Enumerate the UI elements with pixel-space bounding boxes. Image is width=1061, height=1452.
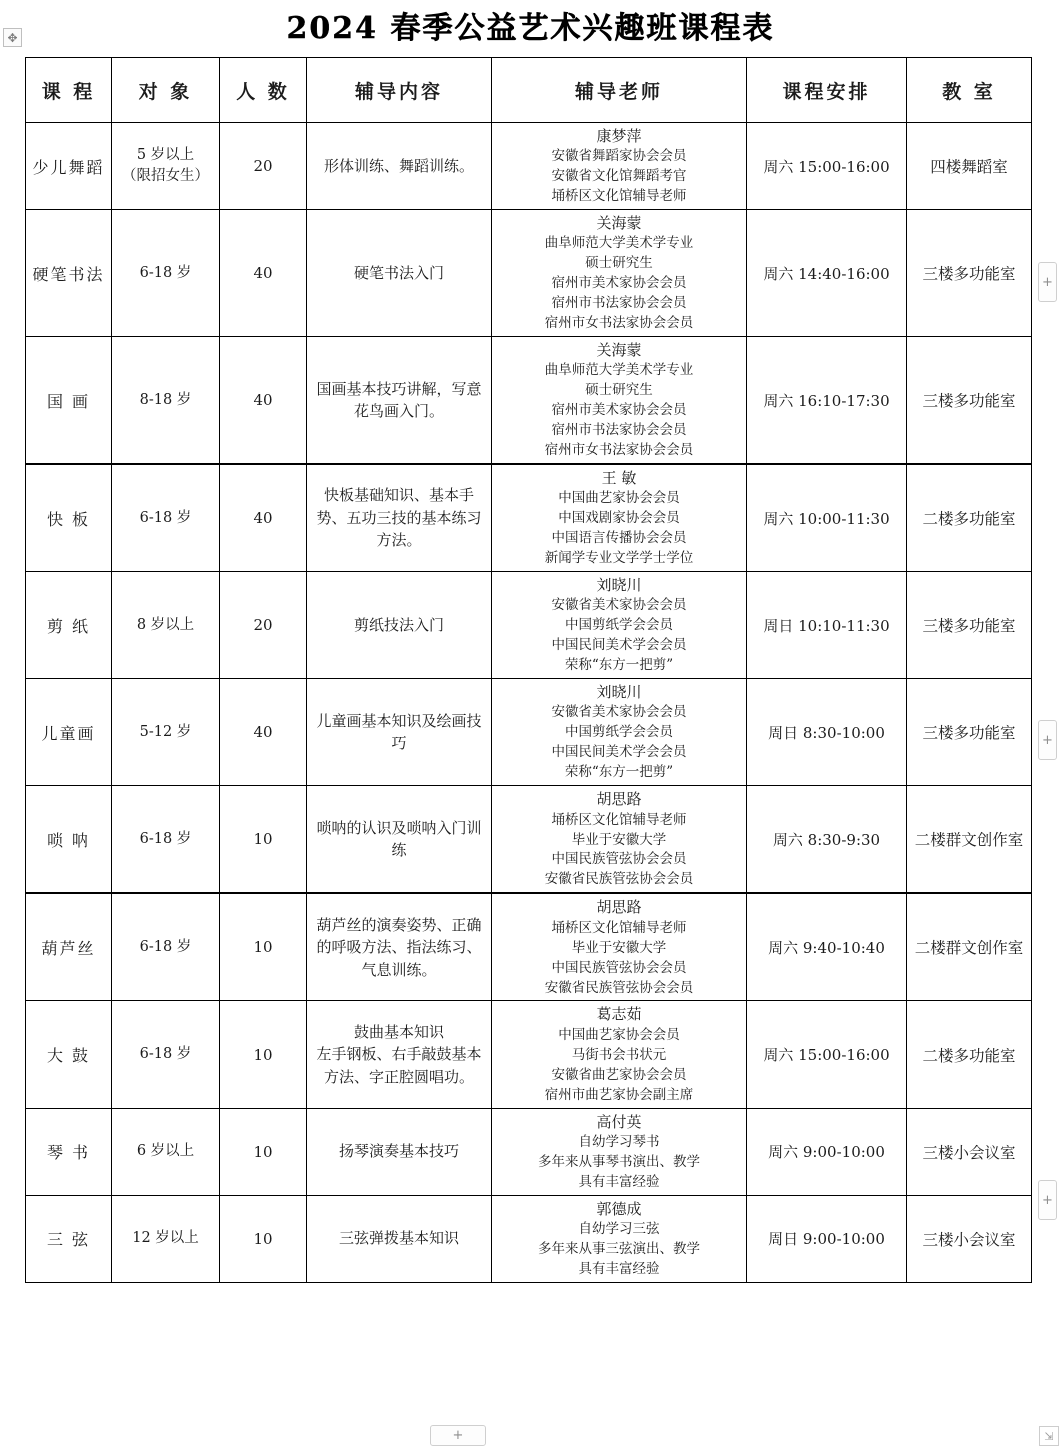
- teacher-name: 刘晓川: [596, 683, 642, 702]
- cell-time: 周六 10:00-11:30: [747, 464, 907, 572]
- teacher-name: 康梦萍: [596, 127, 642, 145]
- teacher-name: 胡思路: [596, 898, 642, 917]
- cell-room: 三楼多功能室: [907, 337, 1032, 465]
- teacher-credential: 硕士研究生: [585, 255, 653, 272]
- cell-target: 8-18 岁: [112, 337, 220, 465]
- cell-target: 5-12 岁: [112, 679, 220, 786]
- teacher-credential: 安徽省民族管弦协会会员: [544, 871, 694, 888]
- cell-room: 三楼多功能室: [907, 210, 1032, 337]
- teacher-name: 关海蒙: [596, 214, 642, 233]
- teacher-credential: 曲阜师范大学美术学专业: [544, 362, 694, 379]
- teacher-credential: 宿州市美术家协会会员: [551, 275, 687, 292]
- teacher-credential: 多年来从事琴书演出、教学: [538, 1153, 700, 1170]
- cell-teacher: [492, 1108, 747, 1195]
- cell-content: 唢呐的认识及唢呐入门训练: [307, 786, 492, 894]
- teacher-credential: 曲阜师范大学美术学专业: [544, 235, 694, 252]
- teacher-credential: 具有丰富经验: [578, 1173, 660, 1190]
- cell-room: 三楼多功能室: [907, 679, 1032, 786]
- cell-teacher: [492, 123, 747, 210]
- teacher-name: 葛志茹: [596, 1005, 642, 1024]
- insert-row-plus-button-1[interactable]: +: [1038, 262, 1057, 302]
- teacher-credential: 中国民族管弦协会会员: [551, 851, 687, 868]
- cell-count: 10: [220, 1001, 307, 1108]
- cell-count: 20: [220, 123, 307, 210]
- cell-teacher: [492, 1001, 747, 1108]
- column-header-count: 人 数: [220, 58, 307, 123]
- cell-course: 唢 呐: [26, 786, 112, 894]
- cell-teacher: [492, 679, 747, 786]
- cell-course: 大 鼓: [26, 1001, 112, 1108]
- cell-count: 40: [220, 337, 307, 465]
- column-header-course: 课 程: [26, 58, 112, 123]
- cell-count: 40: [220, 679, 307, 786]
- table-row: [26, 572, 1032, 679]
- teacher-credential: 埇桥区文化馆辅导老师: [551, 188, 687, 205]
- cell-teacher: [492, 210, 747, 337]
- cell-time: 周六 9:40-10:40: [747, 893, 907, 1001]
- cell-time: 周六 15:00-16:00: [747, 123, 907, 210]
- teacher-name: 胡思路: [596, 790, 642, 809]
- cell-target: 6 岁以上: [112, 1108, 220, 1195]
- cell-content: 三弦弹拨基本知识: [307, 1195, 492, 1282]
- cell-course: 硬笔书法: [26, 210, 112, 337]
- teacher-credential: 自幼学习琴书: [578, 1133, 660, 1150]
- cell-target: 6-18 岁: [112, 786, 220, 894]
- cell-room: 三楼多功能室: [907, 572, 1032, 679]
- column-header-teacher: 辅导老师: [492, 58, 747, 123]
- column-header-target: 对 象: [112, 58, 220, 123]
- teacher-credential: 安徽省舞蹈家协会会员: [551, 148, 687, 165]
- teacher-credential: 宿州市美术家协会会员: [551, 402, 687, 419]
- table-move-handle[interactable]: ✥: [3, 28, 22, 47]
- teacher-name: 王 敏: [601, 469, 637, 488]
- cell-content: 剪纸技法入门: [307, 572, 492, 679]
- column-header-content: 辅导内容: [307, 58, 492, 123]
- teacher-credential: 安徽省民族管弦协会会员: [544, 979, 694, 996]
- table-header-row: [26, 58, 1032, 123]
- add-row-bottom-button[interactable]: +: [430, 1425, 486, 1446]
- cell-time: 周六 16:10-17:30: [747, 337, 907, 465]
- cell-count: 40: [220, 210, 307, 337]
- cell-content: 儿童画基本知识及绘画技巧: [307, 679, 492, 786]
- cell-time: 周日 9:00-10:00: [747, 1195, 907, 1282]
- table-row: [26, 464, 1032, 572]
- cell-content: 硬笔书法入门: [307, 210, 492, 337]
- table-row: [26, 123, 1032, 210]
- teacher-credential: 中国民间美术学会会员: [551, 637, 687, 654]
- cell-content: 鼓曲基本知识 左手钢板、右手敲鼓基本方法、字正腔圆唱功。: [307, 1001, 492, 1108]
- course-schedule-table: [25, 57, 1032, 1283]
- cell-teacher: [492, 464, 747, 572]
- teacher-name: 刘晓川: [596, 576, 642, 595]
- cell-target: 12 岁以上: [112, 1195, 220, 1282]
- table-row: [26, 1001, 1032, 1108]
- table-row: [26, 1195, 1032, 1282]
- teacher-credential: 中国戏剧家协会会员: [558, 510, 680, 527]
- teacher-credential: 宿州市女书法家协会会员: [544, 442, 694, 459]
- cell-target: 8 岁以上: [112, 572, 220, 679]
- teacher-credential: 多年来从事三弦演出、教学: [538, 1240, 700, 1257]
- cell-teacher: [492, 786, 747, 894]
- table-resize-handle[interactable]: ⇲: [1039, 1426, 1059, 1446]
- teacher-credential: 宿州市女书法家协会会员: [544, 315, 694, 332]
- teacher-credential: 毕业于安徽大学: [571, 831, 667, 848]
- cell-time: 周六 9:00-10:00: [747, 1108, 907, 1195]
- teacher-credential: 安徽省文化馆舞蹈考官: [551, 168, 687, 185]
- teacher-credential: 荣称“东方一把剪”: [564, 657, 674, 674]
- page-title: 2024 春季公益艺术兴趣班课程表: [286, 11, 775, 46]
- cell-target: 6-18 岁: [112, 210, 220, 337]
- cell-count: 10: [220, 1195, 307, 1282]
- cell-content: 快板基础知识、基本手势、五功三技的基本练习方法。: [307, 464, 492, 572]
- teacher-credential: 中国语言传播协会会员: [551, 530, 687, 547]
- column-header-time: 课程安排: [747, 58, 907, 123]
- cell-target: 6-18 岁: [112, 1001, 220, 1108]
- insert-row-plus-button-3[interactable]: +: [1038, 1180, 1057, 1220]
- cell-room: 二楼多功能室: [907, 1001, 1032, 1108]
- teacher-credential: 具有丰富经验: [578, 1260, 660, 1277]
- cell-target: 5 岁以上 （限招女生）: [112, 123, 220, 210]
- table-row: [26, 786, 1032, 894]
- cell-content: 扬琴演奏基本技巧: [307, 1108, 492, 1195]
- cell-room: 二楼群文创作室: [907, 893, 1032, 1001]
- teacher-credential: 中国剪纸学会会员: [565, 724, 673, 741]
- teacher-credential: 荣称“东方一把剪”: [564, 764, 674, 781]
- cell-time: 周日 8:30-10:00: [747, 679, 907, 786]
- cell-content: 葫芦丝的演奏姿势、正确的呼吸方法、指法练习、气息训练。: [307, 893, 492, 1001]
- cell-course: 少儿舞蹈: [26, 123, 112, 210]
- table-body: [26, 123, 1032, 1283]
- insert-row-plus-button-2[interactable]: +: [1038, 720, 1057, 760]
- teacher-credential: 自幼学习三弦: [578, 1220, 660, 1237]
- schedule-table-container: [25, 57, 1031, 1283]
- table-row: [26, 210, 1032, 337]
- cell-count: 40: [220, 464, 307, 572]
- cell-course: 三 弦: [26, 1195, 112, 1282]
- table-row: [26, 337, 1032, 465]
- teacher-credential: 宿州市书法家协会会员: [551, 422, 687, 439]
- cell-time: 周六 14:40-16:00: [747, 210, 907, 337]
- cell-count: 20: [220, 572, 307, 679]
- teacher-credential: 中国曲艺家协会会员: [558, 1026, 680, 1043]
- teacher-credential: 埇桥区文化馆辅导老师: [551, 811, 687, 828]
- column-header-room: 教 室: [907, 58, 1032, 123]
- table-row: [26, 1108, 1032, 1195]
- cell-course: 葫芦丝: [26, 893, 112, 1001]
- cell-room: 三楼小会议室: [907, 1195, 1032, 1282]
- teacher-credential: 安徽省美术家协会会员: [551, 704, 687, 721]
- cell-target: 6-18 岁: [112, 464, 220, 572]
- cell-course: 国 画: [26, 337, 112, 465]
- table-header: [26, 58, 1032, 123]
- cell-count: 10: [220, 893, 307, 1001]
- cell-course: 剪 纸: [26, 572, 112, 679]
- cell-course: 快 板: [26, 464, 112, 572]
- table-row: [26, 893, 1032, 1001]
- cell-room: 二楼多功能室: [907, 464, 1032, 572]
- cell-room: 三楼小会议室: [907, 1108, 1032, 1195]
- table-row: [26, 679, 1032, 786]
- teacher-credential: 宿州市曲艺家协会副主席: [544, 1086, 694, 1103]
- teacher-credential: 宿州市书法家协会会员: [551, 295, 687, 312]
- teacher-credential: 毕业于安徽大学: [571, 939, 667, 956]
- cell-content: 形体训练、舞蹈训练。: [307, 123, 492, 210]
- teacher-credential: 中国曲艺家协会会员: [558, 490, 680, 507]
- teacher-credential: 马街书会书状元: [571, 1046, 667, 1063]
- teacher-credential: 安徽省曲艺家协会会员: [551, 1066, 687, 1083]
- cell-teacher: [492, 572, 747, 679]
- cell-time: 周六 15:00-16:00: [747, 1001, 907, 1108]
- teacher-credential: 中国剪纸学会会员: [565, 617, 673, 634]
- cell-count: 10: [220, 1108, 307, 1195]
- teacher-name: 高付英: [596, 1112, 642, 1131]
- teacher-name: 关海蒙: [596, 341, 642, 360]
- teacher-credential: 中国民间美术学会会员: [551, 744, 687, 761]
- cell-course: 儿童画: [26, 679, 112, 786]
- teacher-name: 郭德成: [596, 1199, 642, 1218]
- cell-time: 周六 8:30-9:30: [747, 786, 907, 894]
- cell-time: 周日 10:10-11:30: [747, 572, 907, 679]
- cell-teacher: [492, 337, 747, 465]
- teacher-credential: 中国民族管弦协会会员: [551, 959, 687, 976]
- teacher-credential: 新闻学专业文学学士学位: [544, 550, 694, 567]
- cell-room: 二楼群文创作室: [907, 786, 1032, 894]
- teacher-credential: 埇桥区文化馆辅导老师: [551, 919, 687, 936]
- cell-teacher: [492, 893, 747, 1001]
- cell-count: 10: [220, 786, 307, 894]
- cell-room: 四楼舞蹈室: [907, 123, 1032, 210]
- cell-teacher: [492, 1195, 747, 1282]
- teacher-credential: 安徽省美术家协会会员: [551, 597, 687, 614]
- cell-course: 琴 书: [26, 1108, 112, 1195]
- cell-target: 6-18 岁: [112, 893, 220, 1001]
- cell-content: 国画基本技巧讲解，写意花鸟画入门。: [307, 337, 492, 465]
- teacher-credential: 硕士研究生: [585, 382, 653, 399]
